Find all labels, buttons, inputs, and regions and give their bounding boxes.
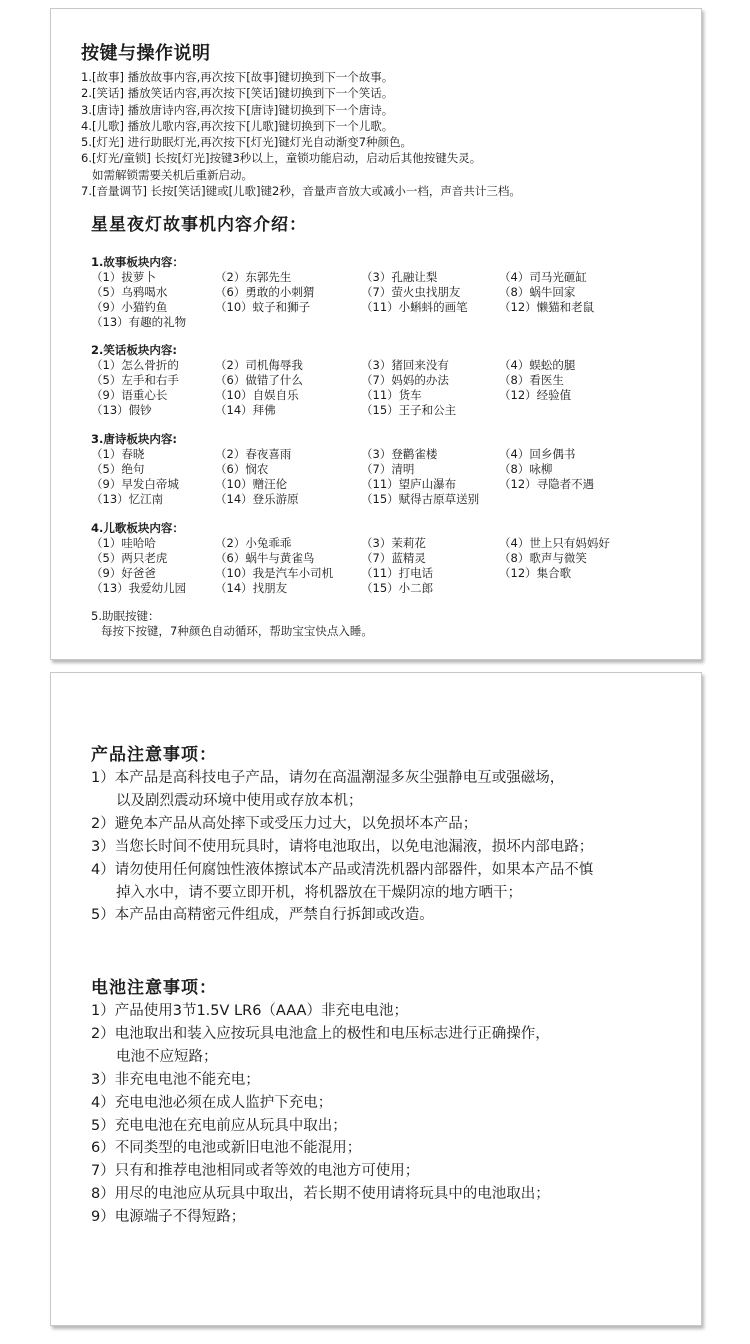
list-item: （13）忆江南 — [91, 492, 164, 506]
section-title: 2.笑话板块内容: — [91, 343, 177, 357]
list-item: （5）乌鸦喝水 — [91, 285, 168, 299]
note-line: 以及剧烈震动环境中使用或存放本机； — [116, 792, 363, 809]
instructions-title: 按键与操作说明 — [81, 43, 211, 64]
list-item: （7）妈妈的办法 — [361, 373, 449, 387]
list-item: （8）看医生 — [499, 373, 564, 387]
list-item: （8）蜗牛回家 — [499, 285, 576, 299]
list-item: （8）歌声与微笑 — [499, 551, 587, 565]
instruction-line: 5.[灯光] 进行助眠灯光,再次按下[灯光]键灯光自动渐变7种颜色。 — [81, 135, 413, 150]
list-item: （5）两只老虎 — [91, 551, 168, 565]
instruction-line: 7.[音量调节] 长按[笑话]键或[儿歌]键2秒，音量声音放大或减小一档，声音共计三档。 — [81, 184, 521, 199]
list-item: （4）蜈蚣的腿 — [499, 358, 576, 372]
note-line: 8）用尽的电池应从玩具中取出，若长期不使用请将玩具中的电池取出； — [91, 1186, 550, 1203]
list-item: （9）语重心长 — [91, 388, 168, 402]
list-item: （3）登鹳雀楼 — [361, 447, 438, 461]
list-item: （4）司马光砸缸 — [499, 270, 587, 284]
note-line: 9）电源端子不得短路； — [91, 1209, 246, 1226]
list-item: （5）左手和右手 — [91, 373, 179, 387]
section-title: 5.助眠按键： — [91, 609, 160, 623]
list-item: （9）好爸爸 — [91, 566, 156, 580]
note-line: 3）当您长时间不使用玩具时，请将电池取出，以免电池漏液，损坏内部电路； — [91, 838, 594, 855]
list-item: （11）望庐山瀑布 — [361, 477, 457, 491]
instruction-line: 3.[唐诗] 播放唐诗内容,再次按下[唐诗]键切换到下一个唐诗。 — [81, 102, 394, 117]
list-item: （12）经验值 — [499, 388, 572, 402]
section-title: 4.儿歌板块内容： — [91, 521, 184, 535]
note-line: 1）产品使用3节1.5V LR6（AAA）非充电电池； — [91, 1003, 408, 1019]
instruction-line: 4.[儿歌] 播放儿歌内容,再次按下[儿歌]键切换到下一个儿歌。 — [81, 118, 394, 133]
list-item: （12）寻隐者不遇 — [499, 477, 595, 491]
instructions-card — [50, 8, 702, 660]
note-line: 5）充电电池在充电前应从玩具中取出； — [91, 1117, 347, 1134]
list-item: （14）拜佛 — [215, 403, 276, 417]
list-item: （6）悯农 — [215, 462, 269, 476]
list-item: （3）孔融让梨 — [361, 270, 438, 284]
list-item: （13）有趣的礼物 — [91, 315, 187, 329]
instructions-list — [81, 69, 681, 199]
section-title: 3.唐诗板块内容: — [91, 432, 177, 446]
note-line: 1）本产品是高科技电子产品，请勿在高温潮湿多灰尘强静电互或强磁场， — [91, 770, 565, 786]
section-title: 1.故事板块内容： — [91, 255, 184, 269]
list-item: （3）茉莉花 — [361, 536, 426, 550]
list-item: （6）蜗牛与黄雀鸟 — [215, 551, 315, 565]
list-item: （2）东郭先生 — [215, 270, 292, 284]
product-notes-title: 产品注意事项： — [91, 745, 217, 765]
list-item: （15）小二郎 — [361, 581, 434, 595]
list-item: （9）早发白帝城 — [91, 477, 179, 491]
battery-notes-title: 电池注意事项： — [91, 978, 217, 998]
list-item: （4）回乡偶书 — [499, 447, 576, 461]
list-item: （11）小蝌蚪的画笔 — [361, 300, 468, 314]
list-item: （13）假钞 — [91, 403, 152, 417]
list-item: （15）王子和公主 — [361, 403, 457, 417]
list-item: （9）小猫钓鱼 — [91, 300, 168, 314]
sleep-description: 每按下按键，7种颜色自动循环，帮助宝宝快点入睡。 — [101, 624, 373, 638]
instruction-line: 6.[灯光/童锁] 长按[灯光]按键3秒以上，童锁功能启动，启动后其他按键失灵。 — [81, 151, 482, 166]
list-item: （11）货车 — [361, 388, 422, 402]
list-item: （7）清明 — [361, 462, 415, 476]
notes-card — [50, 672, 702, 1326]
list-item: （14）找朋友 — [215, 581, 288, 595]
song-section — [91, 521, 691, 596]
instruction-line: 如需解锁需要关机后重新启动。 — [92, 167, 253, 182]
list-item: （1）春晓 — [91, 447, 145, 461]
list-item: （10）赠汪伦 — [215, 477, 288, 491]
list-item: （7）萤火虫找朋友 — [361, 285, 461, 299]
list-item: （1）哇哈哈 — [91, 536, 156, 550]
note-line: 4）请勿使用任何腐蚀性液体擦试本产品或清洗机器内部器件，如果本产品不慎 — [91, 861, 594, 878]
content-intro-title: 星星夜灯故事机内容介绍： — [91, 215, 307, 235]
list-item: （15）赋得古原草送别 — [361, 492, 480, 506]
list-item: （14）登乐游原 — [215, 492, 299, 506]
note-line: 电池不应短路； — [116, 1048, 218, 1065]
joke-section — [91, 343, 691, 418]
note-line: 5）本产品由高精密元件组成，严禁自行拆卸或改造。 — [91, 907, 434, 924]
list-item: （6）勇敢的小刺猬 — [215, 285, 315, 299]
list-item: （2）小兔乖乖 — [215, 536, 292, 550]
list-item: （1）怎么骨折的 — [91, 358, 179, 372]
list-item: （6）做错了什么 — [215, 373, 303, 387]
list-item: （10）蚊子和狮子 — [215, 300, 311, 314]
list-item: （4）世上只有妈妈好 — [499, 536, 610, 550]
note-line: 2）避免本产品从高处摔下或受压力过大，以免损坏本产品； — [91, 815, 478, 832]
instruction-line: 1.[故事] 播放故事内容,再次按下[故事]键切换到下一个故事。 — [81, 70, 394, 84]
note-line: 2）电池取出和装入应按玩具电池盒上的极性和电压标志进行正确操作， — [91, 1025, 550, 1042]
note-line: 6）不同类型的电池或新旧电池不能混用； — [91, 1140, 362, 1157]
list-item: （12）集合歌 — [499, 566, 572, 580]
product-notes — [91, 743, 691, 927]
sleep-section — [91, 609, 691, 639]
list-item: （1）拔萝卜 — [91, 270, 156, 284]
note-line: 4）充电电池必须在成人监护下充电； — [91, 1094, 333, 1111]
list-item: （5）绝句 — [91, 462, 145, 476]
note-line: 7）只有和推荐电池相同或者等效的电池方可使用； — [91, 1163, 420, 1180]
list-item: （10）自娱自乐 — [215, 388, 299, 402]
list-item: （7）蓝精灵 — [361, 551, 426, 565]
poem-section — [91, 432, 691, 507]
story-section — [91, 255, 691, 330]
list-item: （2）司机侮辱我 — [215, 358, 303, 372]
list-item: （8）咏柳 — [499, 462, 553, 476]
list-item: （10）我是汽车小司机 — [215, 566, 334, 580]
list-item: （11）打电话 — [361, 566, 434, 580]
note-line: 掉入水中，请不要立即开机，将机器放在干燥阴凉的地方晒干； — [116, 884, 522, 901]
battery-notes — [91, 976, 691, 1229]
list-item: （3）猪回来没有 — [361, 358, 449, 372]
instruction-line: 2.[笑话] 播放笑话内容,再次按下[笑话]键切换到下一个笑话。 — [81, 86, 394, 101]
note-line: 3）非充电电池不能充电； — [91, 1071, 260, 1088]
list-item: （13）我爱幼儿园 — [91, 581, 187, 595]
list-item: （2）春夜喜雨 — [215, 447, 292, 461]
list-item: （12）懒猫和老鼠 — [499, 300, 595, 314]
